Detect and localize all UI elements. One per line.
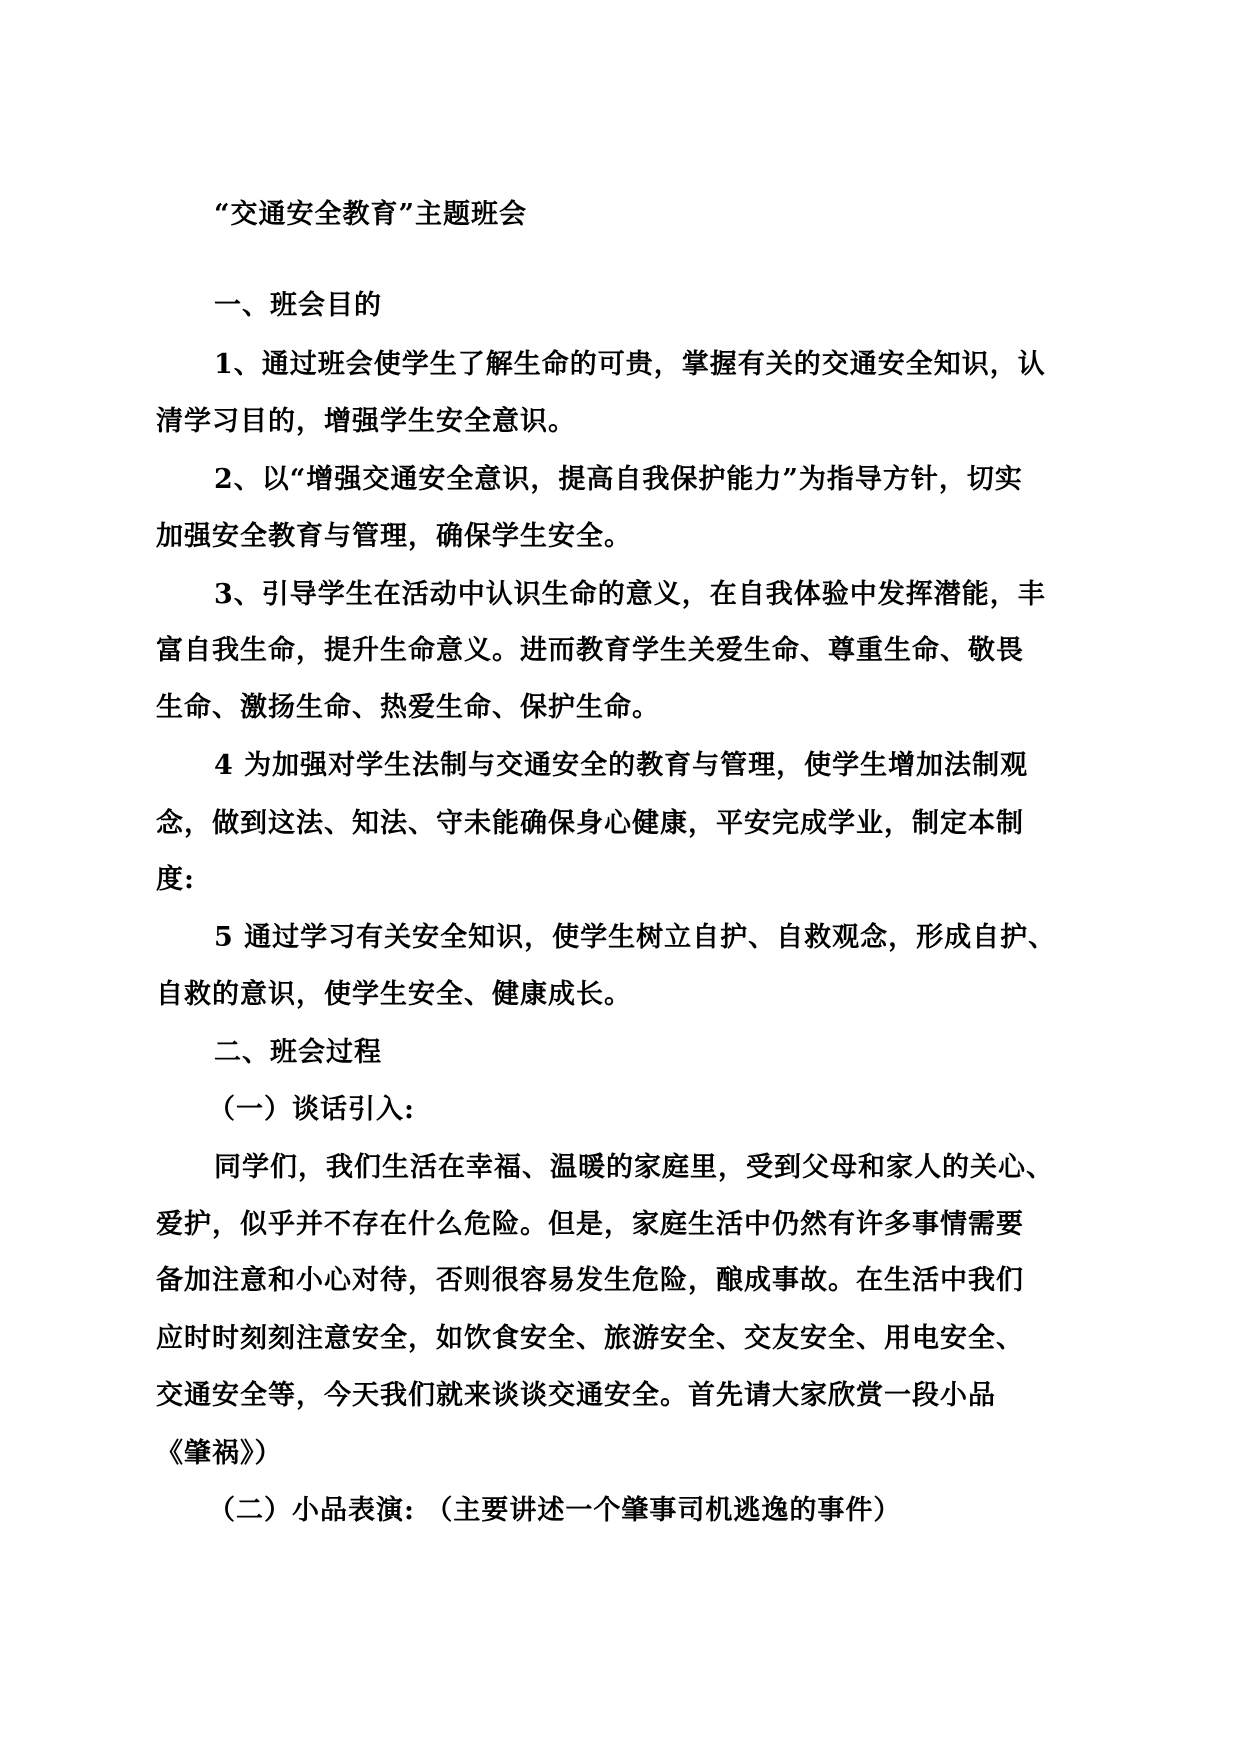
paragraph-6-line-1: 同学们，我们生活在幸福、温暖的家庭里，受到父母和家人的关心、 <box>214 1152 1054 1183</box>
paragraph-6-line-5: 交通安全等，今天我们就来谈谈交通安全。首先请大家欣赏一段小品 <box>156 1380 996 1411</box>
section-heading-purpose: 一、班会目的 <box>214 290 382 321</box>
paragraph-6-line-6: 《肇祸》） <box>156 1438 283 1469</box>
subsection-heading-intro: （一）谈话引入: <box>208 1094 415 1125</box>
subsection-heading-skit: （二）小品表演: （主要讲述一个肇事司机逃逸的事件） <box>208 1495 902 1526</box>
paragraph-6-line-2: 爱护，似乎并不存在什么危险。但是，家庭生活中仍然有许多事情需要 <box>156 1209 1024 1240</box>
paragraph-3-line-3: 生命、激扬生命、热爱生命、保护生命。 <box>156 692 660 723</box>
document-title: “交通安全教育”主题班会 <box>214 199 528 230</box>
paragraph-4-line-2: 念，做到这法、知法、守未能确保身心健康，平安完成学业，制定本制 <box>156 808 1024 839</box>
paragraph-1-line-2: 清学习目的，增强学生安全意识。 <box>156 406 576 437</box>
paragraph-2-line-1: 2、以“增强交通安全意识，提高自我保护能力”为指导方针，切实 <box>214 464 1023 495</box>
paragraph-3-line-2: 富自我生命，提升生命意义。进而教育学生关爱生命、尊重生命、敬畏 <box>156 635 1024 666</box>
paragraph-5-line-2: 自救的意识，使学生安全、健康成长。 <box>156 979 632 1010</box>
paragraph-1-line-1: 1、通过班会使学生了解生命的可贵，掌握有关的交通安全知识，认 <box>214 349 1046 380</box>
section-heading-process: 二、班会过程 <box>214 1037 382 1068</box>
paragraph-2-line-2: 加强安全教育与管理，确保学生安全。 <box>156 521 632 552</box>
paragraph-6-line-4: 应时时刻刻注意安全，如饮食安全、旅游安全、交友安全、用电安全、 <box>156 1323 1024 1354</box>
paragraph-3-line-1: 3、引导学生在活动中认识生命的意义，在自我体验中发挥潜能，丰 <box>214 579 1046 610</box>
paragraph-5-line-1: 5 通过学习有关安全知识，使学生树立自护、自救观念，形成自护、 <box>214 922 1057 953</box>
paragraph-4-line-3: 度: <box>156 864 195 895</box>
paragraph-4-line-1: 4 为加强对学生法制与交通安全的教育与管理，使学生增加法制观 <box>214 750 1029 781</box>
paragraph-6-line-3: 备加注意和小心对待，否则很容易发生危险，酿成事故。在生活中我们 <box>156 1265 1024 1296</box>
